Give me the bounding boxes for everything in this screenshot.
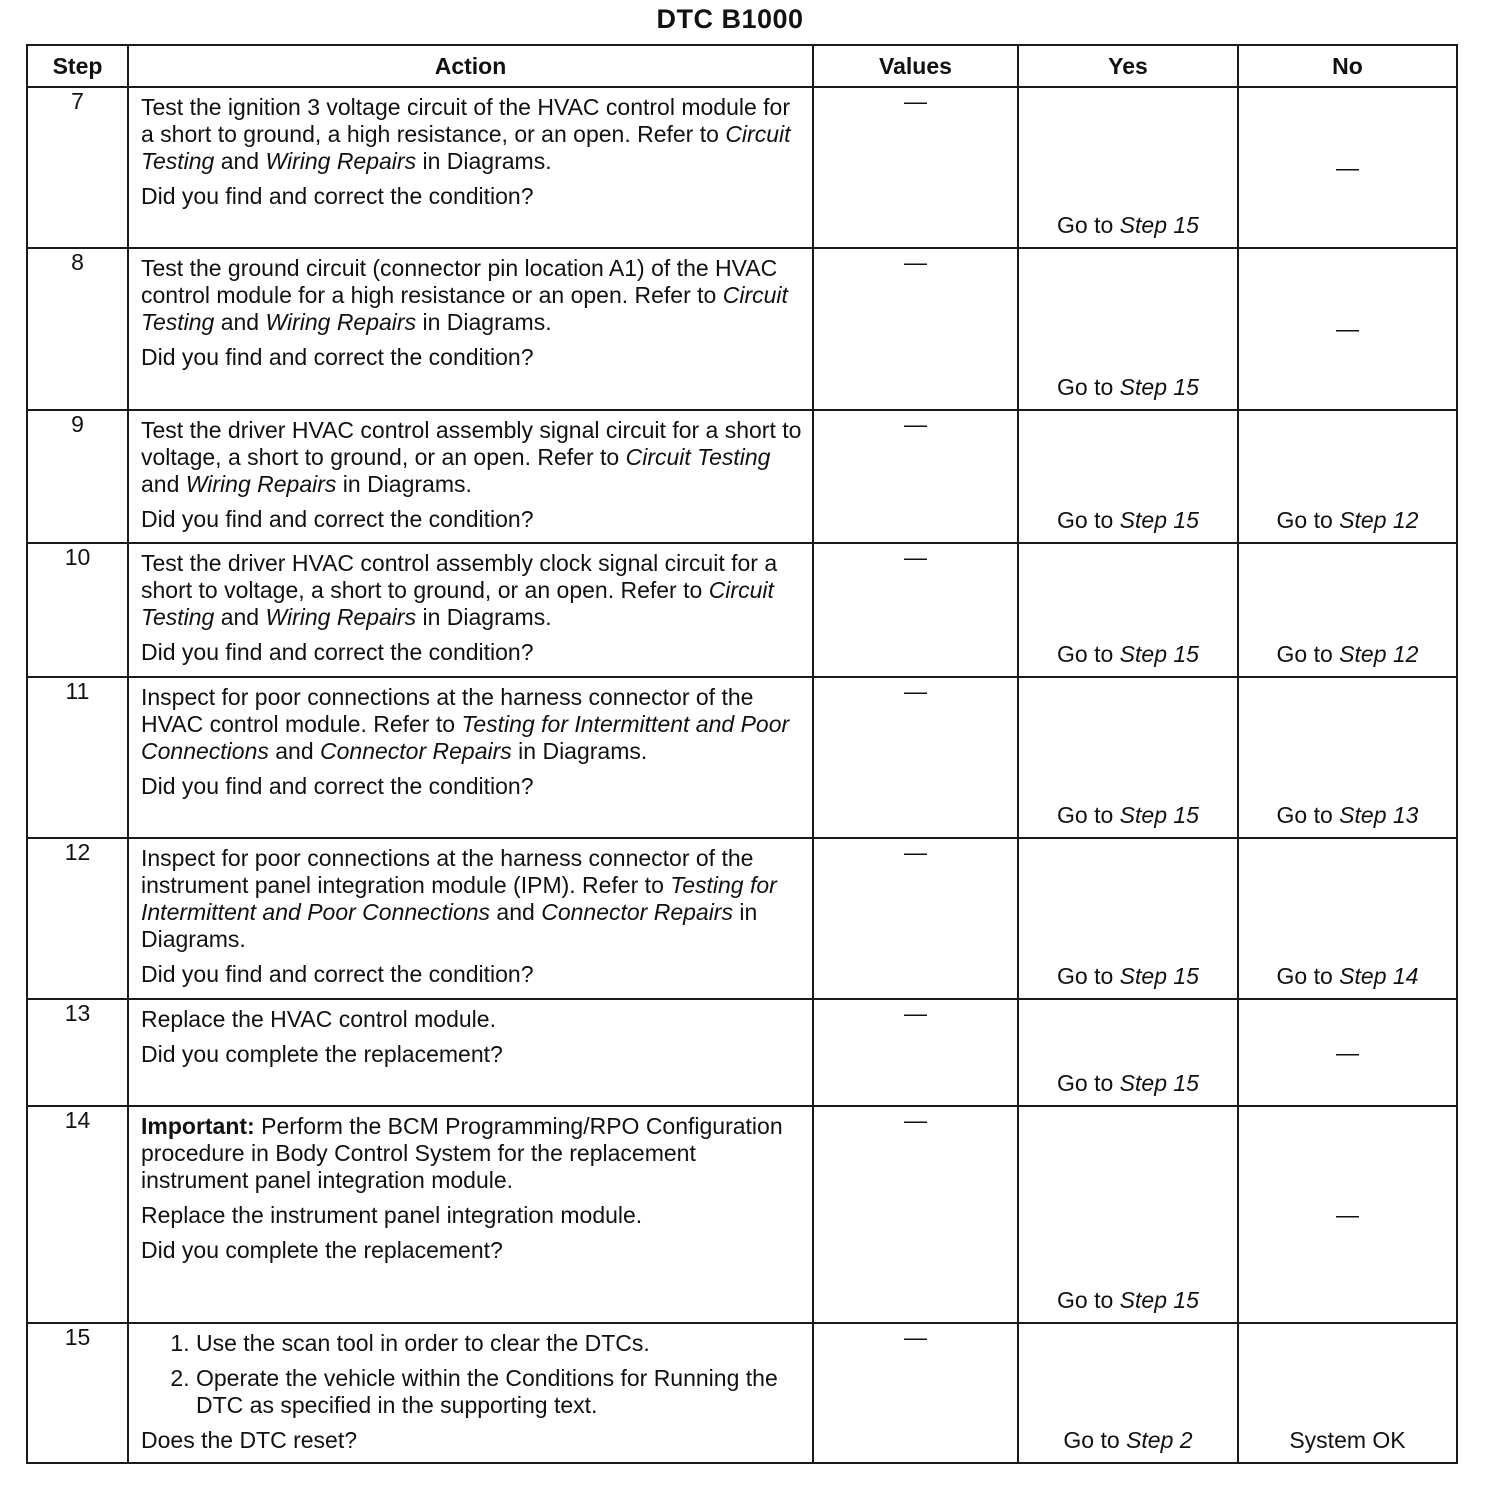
- no-cell: —: [1238, 248, 1457, 410]
- no-goto-link[interactable]: Go to Step 12: [1276, 507, 1419, 533]
- action-cell: [128, 248, 813, 410]
- header-values: Values: [813, 45, 1018, 87]
- yes-goto-link[interactable]: Go to Step 15: [1057, 212, 1199, 238]
- action-list: [141, 1330, 804, 1427]
- no-goto-link[interactable]: Go to Step 14: [1276, 963, 1419, 989]
- no-cell: —: [1238, 87, 1457, 248]
- yes-goto-link[interactable]: Go to Step 15: [1057, 963, 1199, 989]
- no-goto-link[interactable]: Go to Step 13: [1276, 802, 1419, 828]
- action-question: Did you find and correct the condition?: [141, 183, 534, 209]
- no-goto-link[interactable]: Go to Step 12: [1276, 641, 1419, 667]
- yes-goto-link[interactable]: Go to Step 15: [1057, 507, 1199, 533]
- yes-cell: [1018, 838, 1238, 999]
- action-question: Did you find and correct the condition?: [141, 961, 534, 987]
- action-text: Test the driver HVAC control assembly clock signal circuit for a short to voltage, a short to ground, or an open. Refer to Circuit Testing and Wiring Repairs in Diagrams.: [141, 550, 778, 630]
- yes-goto-link[interactable]: Go to Step 2: [1063, 1427, 1193, 1453]
- no-cell: [1238, 1323, 1457, 1463]
- table-row: [27, 1323, 1457, 1463]
- yes-goto-link[interactable]: Go to Step 15: [1057, 374, 1199, 400]
- yes-cell: [1018, 999, 1238, 1106]
- yes-goto-link[interactable]: Go to Step 15: [1057, 1287, 1199, 1313]
- header-step: Step: [27, 45, 128, 87]
- action-cell: [128, 87, 813, 248]
- action-cell: [128, 1323, 813, 1463]
- list-item: 1. Use the scan tool in order to clear the DTCs.: [196, 1330, 804, 1357]
- yes-cell: [1018, 677, 1238, 838]
- no-cell: —: [1238, 1106, 1457, 1323]
- action-cell: [128, 838, 813, 999]
- step-number: 11: [27, 677, 128, 838]
- header-no: No: [1238, 45, 1457, 87]
- diagnostic-table: [26, 44, 1458, 1464]
- table-header-row: [27, 45, 1457, 87]
- header-action: Action: [128, 45, 813, 87]
- important-note: Important: Perform the BCM Programming/RPO Configuration procedure in Body Control System for the replacement instrument panel integration module.: [141, 1113, 783, 1193]
- step-number: 10: [27, 543, 128, 677]
- page-title: DTC B1000: [656, 4, 804, 34]
- table-row: [27, 677, 1457, 838]
- values-cell: —: [813, 838, 1018, 999]
- yes-cell: [1018, 410, 1238, 543]
- step-number: 15: [27, 1323, 128, 1463]
- yes-cell: [1018, 1106, 1238, 1323]
- action-question: Did you find and correct the condition?: [141, 506, 534, 532]
- action-cell: [128, 543, 813, 677]
- table-row: [27, 87, 1457, 248]
- no-cell: [1238, 838, 1457, 999]
- action-question: Does the DTC reset?: [141, 1427, 358, 1453]
- yes-cell: [1018, 87, 1238, 248]
- yes-cell: [1018, 1323, 1238, 1463]
- yes-cell: [1018, 543, 1238, 677]
- action-question: Did you complete the replacement?: [141, 1041, 503, 1067]
- values-cell: —: [813, 999, 1018, 1106]
- yes-goto-link[interactable]: Go to Step 15: [1057, 802, 1199, 828]
- no-cell: —: [1238, 999, 1457, 1106]
- step-number: 7: [27, 87, 128, 248]
- values-cell: —: [813, 1323, 1018, 1463]
- values-cell: —: [813, 410, 1018, 543]
- action-cell: [128, 677, 813, 838]
- step-number: 9: [27, 410, 128, 543]
- action-cell: [128, 999, 813, 1106]
- yes-cell: [1018, 248, 1238, 410]
- action-text: Replace the HVAC control module.: [141, 1006, 496, 1032]
- table-row: [27, 1106, 1457, 1323]
- step-number: 12: [27, 838, 128, 999]
- values-cell: —: [813, 677, 1018, 838]
- action-question: Did you find and correct the condition?: [141, 639, 534, 665]
- table-row: [27, 543, 1457, 677]
- yes-goto-link[interactable]: Go to Step 15: [1057, 641, 1199, 667]
- values-cell: —: [813, 87, 1018, 248]
- action-text: Test the ignition 3 voltage circuit of the HVAC control module for a short to ground, a high resistance, or an open. Refer to Circuit Testing and Wiring Repairs in Diagrams.: [141, 94, 791, 174]
- no-cell: [1238, 543, 1457, 677]
- table-row: [27, 999, 1457, 1106]
- header-yes: Yes: [1018, 45, 1238, 87]
- values-cell: —: [813, 543, 1018, 677]
- action-text: Inspect for poor connections at the harness connector of the HVAC control module. Refer to Testing for Intermittent and Poor Connections and Connector Repairs in Diagrams.: [141, 684, 790, 764]
- no-result: System OK: [1289, 1427, 1406, 1453]
- action-text: Replace the instrument panel integration module.: [141, 1202, 643, 1228]
- step-number: 8: [27, 248, 128, 410]
- table-row: [27, 410, 1457, 543]
- values-cell: —: [813, 1106, 1018, 1323]
- step-number: 14: [27, 1106, 128, 1323]
- table-row: [27, 248, 1457, 410]
- table-row: [27, 838, 1457, 999]
- action-text: Inspect for poor connections at the harness connector of the instrument panel integration module (IPM). Refer to Testing for Intermittent and Poor Connections and Connector Repairs in Diagrams.: [141, 845, 777, 952]
- step-number: 13: [27, 999, 128, 1106]
- list-item: 2. Operate the vehicle within the Conditions for Running the DTC as specified in the supporting text.: [196, 1365, 804, 1419]
- no-cell: [1238, 677, 1457, 838]
- action-text: Test the ground circuit (connector pin location A1) of the HVAC control module for a high resistance or an open. Refer to Circuit Testing and Wiring Repairs in Diagrams.: [141, 255, 788, 335]
- no-cell: [1238, 410, 1457, 543]
- values-cell: —: [813, 248, 1018, 410]
- action-cell: [128, 1106, 813, 1323]
- action-cell: [128, 410, 813, 543]
- yes-goto-link[interactable]: Go to Step 15: [1057, 1070, 1199, 1096]
- action-text: Test the driver HVAC control assembly signal circuit for a short to voltage, a short to ground, or an open. Refer to Circuit Testing and Wiring Repairs in Diagrams.: [141, 417, 802, 497]
- action-question: Did you complete the replacement?: [141, 1237, 503, 1263]
- action-question: Did you find and correct the condition?: [141, 773, 534, 799]
- action-question: Did you find and correct the condition?: [141, 344, 534, 370]
